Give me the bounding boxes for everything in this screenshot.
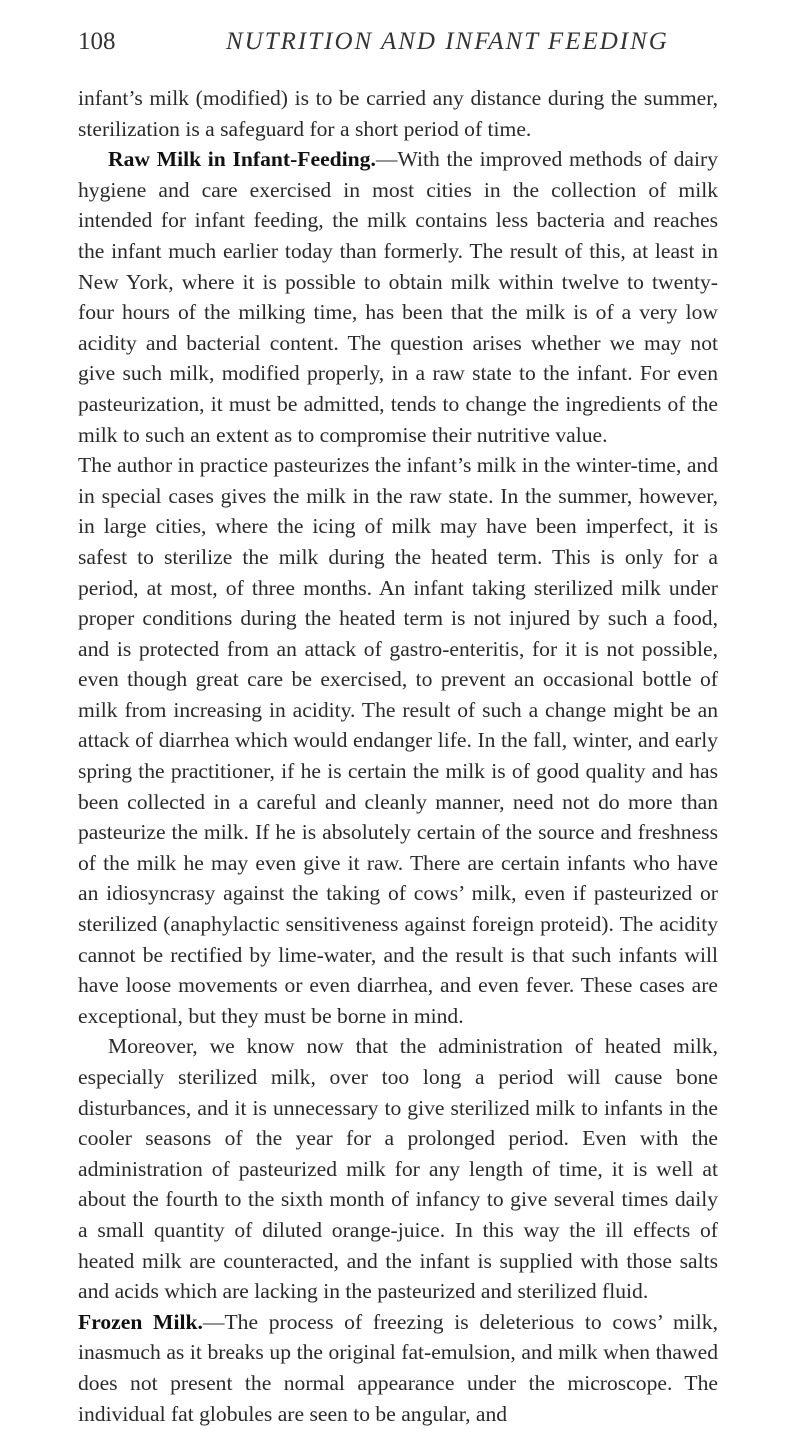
paragraph-text: Moreover, we know now that the administration of heated milk, especially sterilized milk, over too long a period will cause bone disturbances, and it is unnecessary to give sterilized milk to infants in the cooler seasons of the year for a prolonged period. Even with the administration of pasteurized milk for any length of time, it is well at about the fourth to the sixth month of infancy to give several times daily a small quantity of diluted orange-juice. In this way the ill effects of heated milk are counteracted, and the infant is supplied with those salts and acids which are lacking in the pasteurized and sterilized fluid. [78, 1034, 718, 1304]
paragraph-text: The author in practice pasteurizes the infant’s milk in the winter-time, and in special cases gives the milk in the raw state. In the summer, however, in large cities, where the icing of milk may have been imperfect, it is safest to sterilize the milk during the heated term. This is only for a period, at most, of three months. An infant taking sterilized milk under proper conditions during the heated term is not injured by such a food, and is protected from an attack of gastro-enteritis, for it is not possible, even though great care be exercised, to prevent an occasional bottle of milk from increasing in acidity. The result of such a change might be an attack of diarrhea which would endanger life. In the fall, winter, and early spring the practitioner, if he is certain the milk is of good quality and has been collected in a careful and cleanly manner, need not do more than pasteurize the milk. If he is absolutely certain of the source and freshness of the milk he may even give it raw. There are certain infants who have an idiosyncrasy against the taking of cows’ milk, even if pasteurized or sterilized (anaphylactic sensitiveness against foreign proteid). The acidity cannot be rectified by lime-water, and the result is that such infants will have loose movements or even diarrhea, and even fever. These cases are exceptional, but they must be borne in mind. [78, 453, 718, 1028]
section-heading-frozen-milk: Frozen Milk. [78, 1309, 203, 1334]
page-number: 108 [78, 28, 116, 55]
section-heading-raw-milk: Raw Milk in Infant-Feeding. [108, 147, 376, 172]
paragraph-raw-milk [78, 144, 718, 450]
paragraph-heated-milk [78, 1031, 718, 1306]
body-text [78, 83, 718, 1429]
paragraph-continuation [78, 83, 718, 144]
paragraph-text: —With the improved methods of dairy hygiene and care exercised in most cities in the collection of milk intended for infant feeding, the milk contains less bacteria and reaches the infant much earlier today than formerly. The result of this, at least in New York, where it is possible to obtain milk within twelve to twenty-four hours of the milking time, has been that the milk is of a very low acidity and bacterial content. The question arises whether we may not give such milk, modified properly, in a raw state to the infant. For even pasteurization, it must be admitted, tends to change the ingredients of the milk to such an extent as to compromise their nutritive value. [78, 147, 718, 447]
paragraph-author-practice [78, 450, 718, 1031]
running-head [78, 20, 718, 60]
paragraph-frozen-milk [78, 1307, 718, 1429]
paragraph-text: —The process of freezing is deleterious to cows’ milk, inasmuch as it breaks up the original fat-emulsion, and milk when thawed does not present the normal appearance under the microscope. The individual fat globules are seen to be angular, and [78, 1309, 718, 1426]
running-title: NUTRITION AND INFANT FEEDING [226, 28, 669, 55]
paragraph-text: infant’s milk (modified) is to be carried any distance during the summer, sterilization is a safeguard for a short period of time. [78, 86, 718, 141]
